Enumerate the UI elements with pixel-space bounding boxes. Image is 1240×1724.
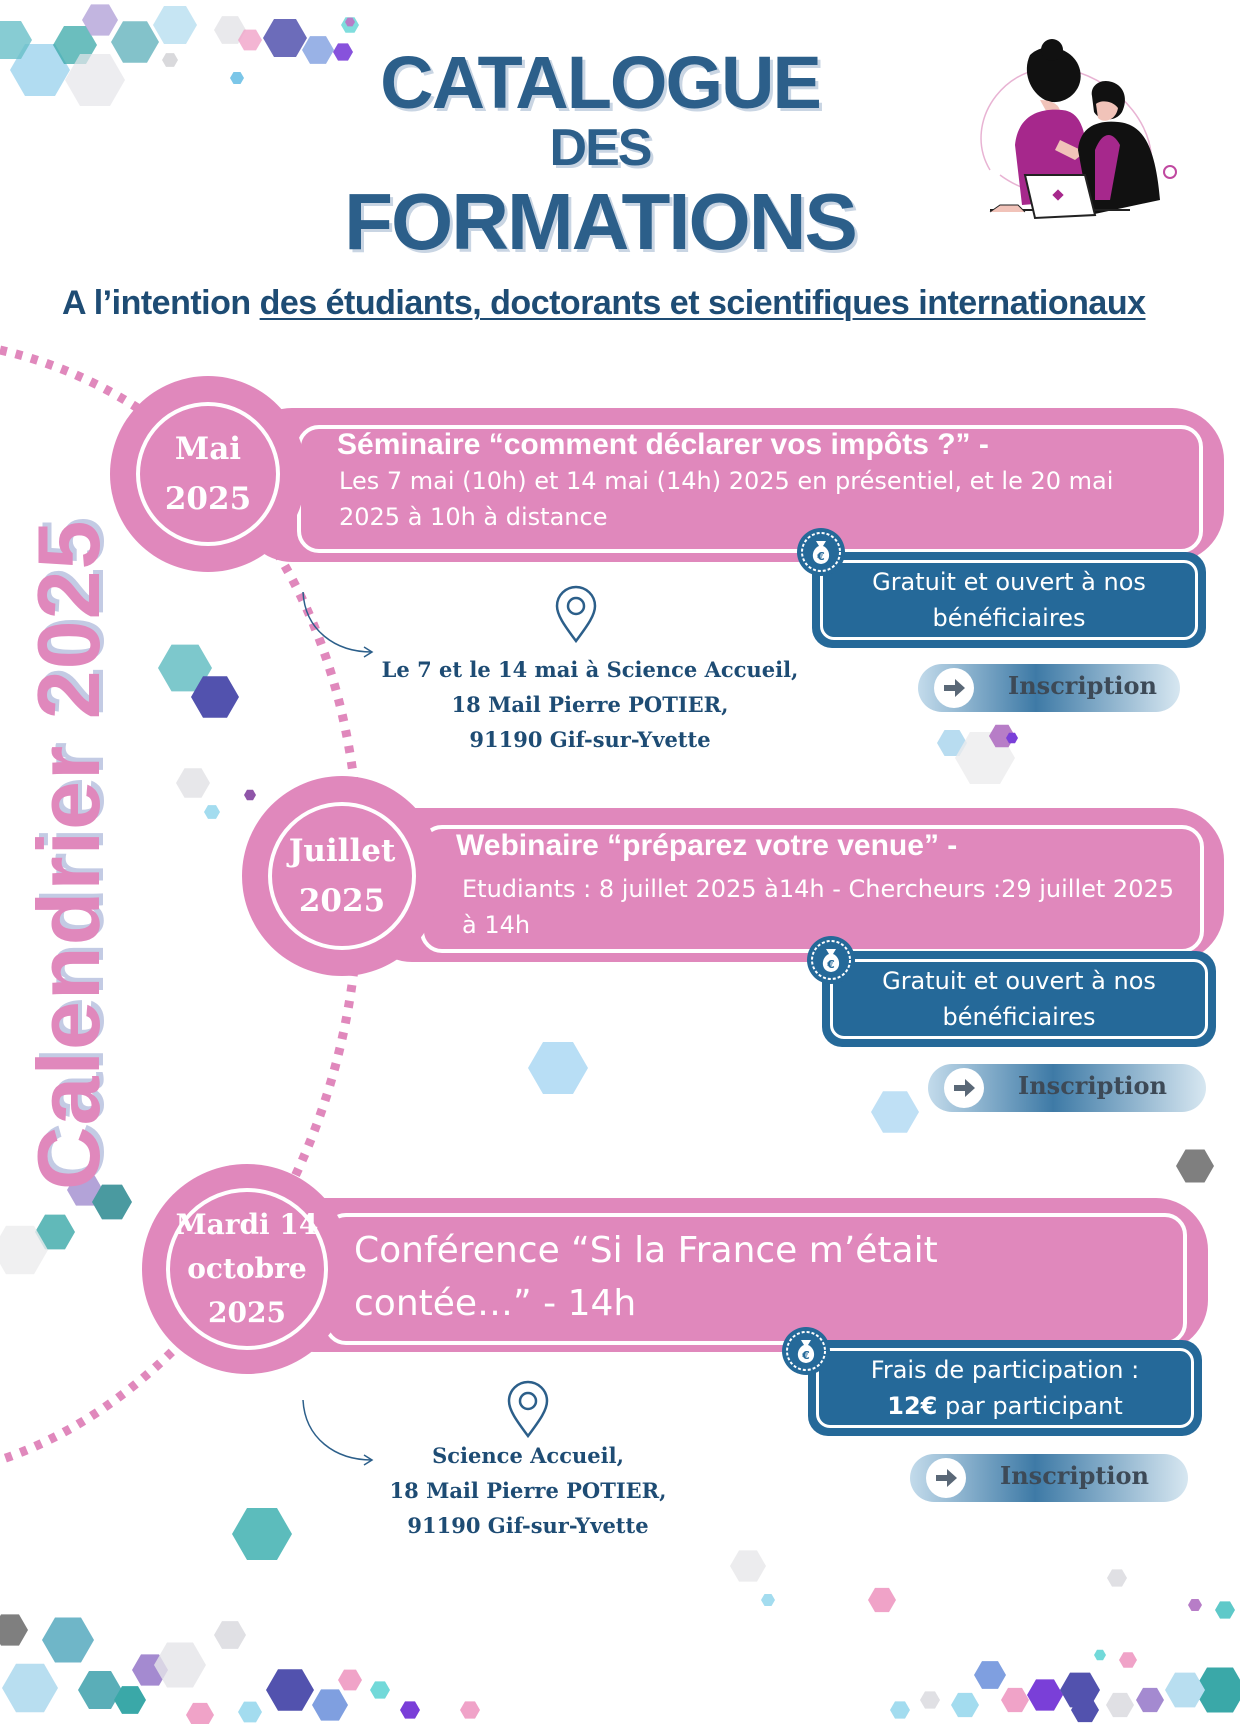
- money-bag-icon: [806, 935, 856, 985]
- address-line1: Science Accueil,: [432, 1443, 624, 1468]
- inscription-label: Inscription: [1018, 1071, 1168, 1100]
- date-circle-label: [136, 402, 280, 546]
- event-title: Séminaire “comment déclarer vos impôts ?” -: [337, 428, 989, 461]
- address-line1: Le 7 et le 14 mai à Science Accueil,: [381, 657, 799, 682]
- price-line1: Gratuit et ouvert à nos: [872, 568, 1146, 596]
- address-line3: 91190 Gif-sur-Yvette: [407, 1513, 649, 1538]
- money-bag-icon: [781, 1326, 831, 1376]
- price-box: [822, 951, 1216, 1047]
- svg-text:€: €: [827, 958, 835, 971]
- arrow-right-icon: [934, 668, 974, 708]
- inscription-label: Inscription: [1008, 671, 1158, 700]
- location-pin-icon: [506, 1380, 550, 1438]
- arrow-right-icon: [926, 1458, 966, 1498]
- address-line3: 91190 Gif-sur-Yvette: [469, 727, 711, 752]
- catalogue-title-des: DES: [549, 119, 651, 177]
- date-circle-label: [268, 802, 416, 950]
- event-address: [330, 1438, 726, 1543]
- price-box: [808, 1340, 1202, 1436]
- money-bag-icon: [796, 527, 846, 577]
- event-title: [354, 1224, 1154, 1330]
- arrow-right-icon: [944, 1068, 984, 1108]
- inscription-label: Inscription: [1000, 1461, 1150, 1490]
- inscription-button[interactable]: [918, 664, 1180, 712]
- address-line2: 18 Mail Pierre POTIER,: [451, 692, 729, 717]
- address-line2: 18 Mail Pierre POTIER,: [389, 1478, 667, 1503]
- inscription-button[interactable]: [910, 1454, 1188, 1502]
- subtitle-audience: des étudiants, doctorants et scientifiques internationaux: [259, 284, 1146, 322]
- event-address: [340, 652, 840, 757]
- catalogue-title: CATALOGUE: [380, 41, 820, 124]
- price-line1: Frais de participation :: [870, 1356, 1140, 1384]
- price-line2: bénéficiaires: [932, 604, 1086, 632]
- price-box-frame: [830, 959, 1208, 1039]
- price-box-frame: [820, 560, 1198, 640]
- hexagon-cluster-bottom-left: [0, 1614, 480, 1724]
- svg-text:€: €: [817, 550, 825, 563]
- event-description: Etudiants : 8 juillet 2025 à14h - Chercheurs :29 juillet 2025 à 14h: [462, 875, 1175, 939]
- svg-text:€: €: [802, 1349, 810, 1362]
- price-unit: par participant: [937, 1392, 1123, 1420]
- catalogue-title-formations: FORMATIONS: [344, 177, 856, 266]
- price-line1: Gratuit et ouvert à nos: [882, 967, 1156, 995]
- date-month: octobre: [187, 1252, 307, 1285]
- event-title: Webinaire “préparez votre venue” -: [456, 829, 958, 862]
- date-year: 2025: [164, 481, 252, 517]
- date-year: 2025: [208, 1296, 286, 1329]
- event-description: Les 7 mai (10h) et 14 mai (14h) 2025 en présentiel, et le 20 mai 2025 à 10h à distance: [339, 467, 1114, 531]
- curved-arrow-icon: [300, 590, 380, 660]
- subtitle-prefix: A l’intention: [62, 284, 260, 322]
- calendar-side-label: Calendrier 2025: [19, 519, 118, 1190]
- price-box: [812, 552, 1206, 648]
- location-pin-icon: [554, 585, 598, 643]
- date-month: Juillet: [288, 833, 396, 869]
- date-circle-label: [166, 1188, 328, 1350]
- price-amount: 12€: [887, 1392, 938, 1420]
- inscription-button[interactable]: [928, 1064, 1206, 1112]
- price-line2: [887, 1388, 1123, 1424]
- hexagon-cluster-bottom-right: [890, 1599, 1240, 1722]
- audience-subtitle: [62, 284, 1146, 323]
- price-line2: bénéficiaires: [942, 1003, 1096, 1031]
- event-title-line1: Conférence “Si la France m’était: [354, 1230, 938, 1271]
- date-year: 2025: [298, 883, 386, 919]
- date-day: Mardi 14: [175, 1208, 319, 1241]
- date-month: Mai: [174, 431, 242, 467]
- event-title-line2: contée…” - 14h: [354, 1283, 637, 1324]
- price-box-frame: [816, 1348, 1194, 1428]
